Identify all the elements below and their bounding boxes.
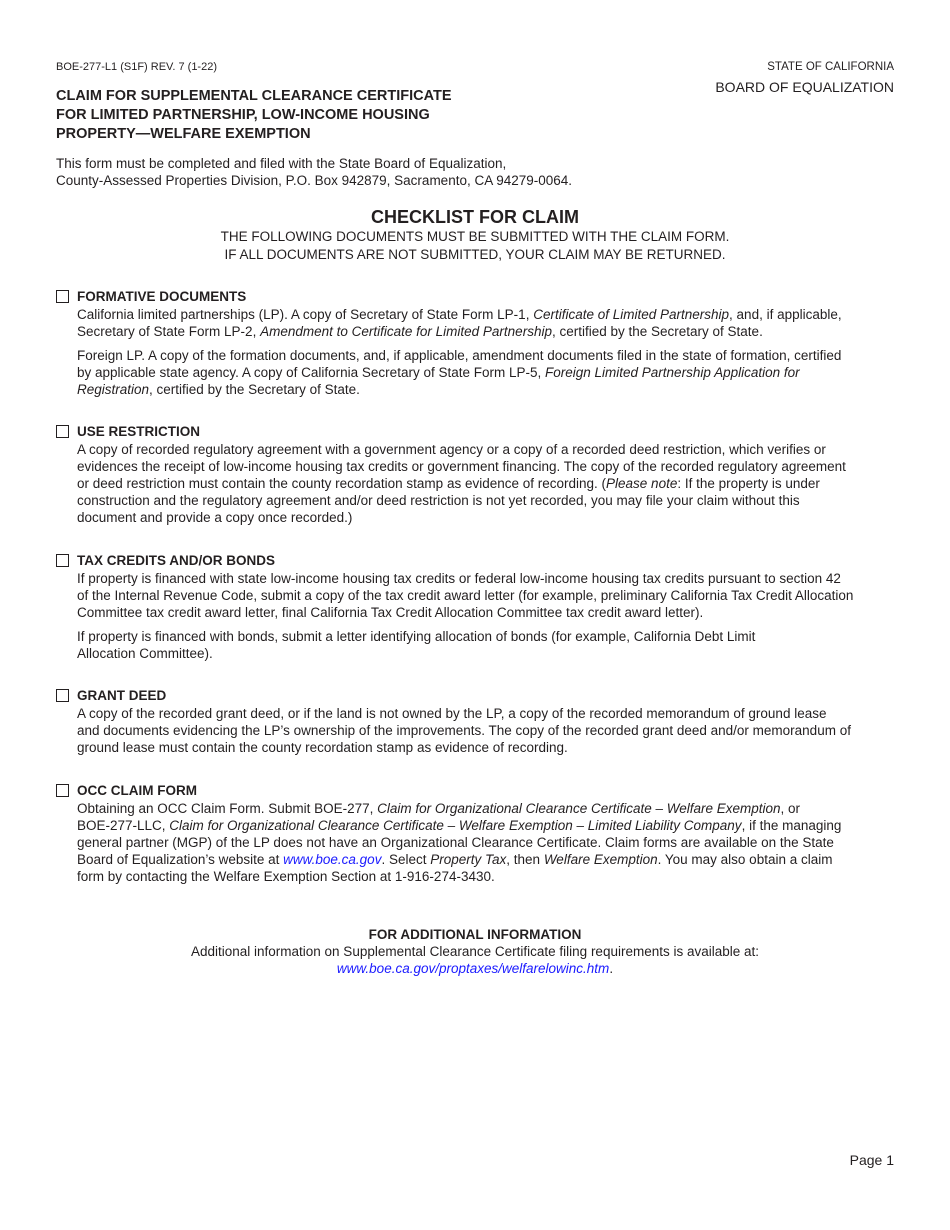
checklist-subtitle: THE FOLLOWING DOCUMENTS MUST BE SUBMITTED WITH THE CLAIM FORM. [220, 229, 730, 244]
instructions-line: This form must be completed and filed with the State Board of Equalization, [56, 156, 507, 171]
checklist-subtitle: IF ALL DOCUMENTS ARE NOT SUBMITTED, YOUR CLAIM MAY BE RETURNED. [224, 247, 726, 262]
section-title: TAX CREDITS AND/OR BONDS [77, 553, 276, 568]
section-title: USE RESTRICTION [77, 424, 201, 439]
page-number: Page 1 [849, 1152, 894, 1168]
section-title: FORMATIVE DOCUMENTS [77, 289, 247, 304]
additional-info-text: Additional information on Supplemental Clearance Certificate filing requirements is available at: [190, 944, 760, 959]
section-grant-deed [56, 688, 896, 756]
section-title: OCC CLAIM FORM [77, 783, 197, 798]
paragraph: A copy of the recorded grant deed, or if the land is not owned by the LP, a copy of the recorded memorandum of ground lease and documents evidencing the LP’s ownership of the improvements. The copy of the recorded grant deed and/or memorandum of ground lease must contain the county recordation stamp as evidence of recording. [77, 706, 851, 755]
form-title-line: PROPERTY—WELFARE EXEMPTION [56, 126, 311, 142]
paragraph: If property is financed with state low-income housing tax credits or federal low-income housing tax credits pursuant to section 42 of the Internal Revenue Code, submit a copy of the tax credit award letter (for example, preliminary California Tax Credit Allocation Committee tax credit award letter, final California Tax Credit Allocation Committee tax credit award letter). [77, 571, 854, 620]
paragraph: Foreign LP. A copy of the formation documents, and, if applicable, amendment documents filed in the state of formation, certified by applicable state agency. A copy of California Secretary of State Form LP-5, Foreign Limited Partnership Application for Registration, certified by the Secretary of State. [77, 348, 842, 397]
welfare-lowinc-link[interactable]: www.boe.ca.gov/proptaxes/welfarelowinc.htm [336, 961, 610, 976]
section-tax-credits-bonds [56, 553, 896, 662]
form-title-line: CLAIM FOR SUPPLEMENTAL CLEARANCE CERTIFICATE [56, 88, 452, 104]
paragraph: California limited partnerships (LP). A copy of Secretary of State Form LP-1, Certificate of Limited Partnership, and, if applicable, Secretary of State Form LP-2, Amendment to Certificate for Limited Partnership, certified by the Secretary of State. [77, 307, 842, 339]
use-restriction-checkbox[interactable] [56, 425, 69, 438]
boe-website-link[interactable]: www.boe.ca.gov [283, 852, 382, 867]
paragraph: A copy of recorded regulatory agreement with a government agency or a copy of a recorded deed restriction, which verifies or evidences the receipt of low-income housing tax credits or government financing. The copy of the recorded regulatory agreement or deed restriction must contain the county recordation stamp as evidence of recording. (Please note: If the property is under construction and the regulatory agreement and/or deed restriction is not yet recorded, you may file your claim without this document and provide a copy once recorded.) [77, 442, 846, 525]
section-formative-documents [56, 289, 896, 398]
form-number: BOE-277-L1 (S1F) REV. 7 (1-22) [56, 61, 217, 73]
formative-documents-checkbox[interactable] [56, 290, 69, 303]
additional-info-title: FOR ADDITIONAL INFORMATION [368, 927, 582, 942]
agency-name: BOARD OF EQUALIZATION [715, 79, 894, 95]
section-occ-claim-form [56, 783, 896, 885]
form-title-line: FOR LIMITED PARTNERSHIP, LOW-INCOME HOUSING [56, 107, 430, 123]
tax-credits-checkbox[interactable] [56, 554, 69, 567]
section-title: GRANT DEED [77, 688, 167, 703]
additional-information: FOR ADDITIONAL INFORMATION Additional information on Supplemental Clearance Certificate filing requirements is available at: www.boe.ca.gov/proptaxes/welfarelowinc.htm. [0, 926, 950, 977]
instructions-line: County-Assessed Properties Division, P.O. Box 942879, Sacramento, CA 94279-0064. [56, 173, 573, 188]
paragraph: Obtaining an OCC Claim Form. Submit BOE-277, Claim for Organizational Clearance Certificate – Welfare Exemption, or BOE-277-LLC, Claim for Organizational Clearance Certificate – Welfare Exemption – Limited Liability Company, if the managing general partner (MGP) of the LP does not have an Organizational Clearance Certificate. Claim forms are available on the State Board of Equalization’s website at www.boe.ca.gov. Select Property Tax, then Welfare Exemption. You may also obtain a claim form by contacting the Welfare Exemption Section at 1-916-274-3430. [77, 801, 842, 884]
grant-deed-checkbox[interactable] [56, 689, 69, 702]
checklist-header [0, 206, 950, 264]
form-title [56, 87, 516, 144]
paragraph: If property is financed with bonds, submit a letter identifying allocation of bonds (for example, California Debt Limit Allocation Committee). [77, 629, 756, 661]
state-label: STATE OF CALIFORNIA [767, 61, 894, 73]
occ-claim-form-checkbox[interactable] [56, 784, 69, 797]
checklist-title: CHECKLIST FOR CLAIM [371, 207, 579, 227]
filing-instructions [56, 155, 572, 189]
section-use-restriction [56, 424, 896, 526]
